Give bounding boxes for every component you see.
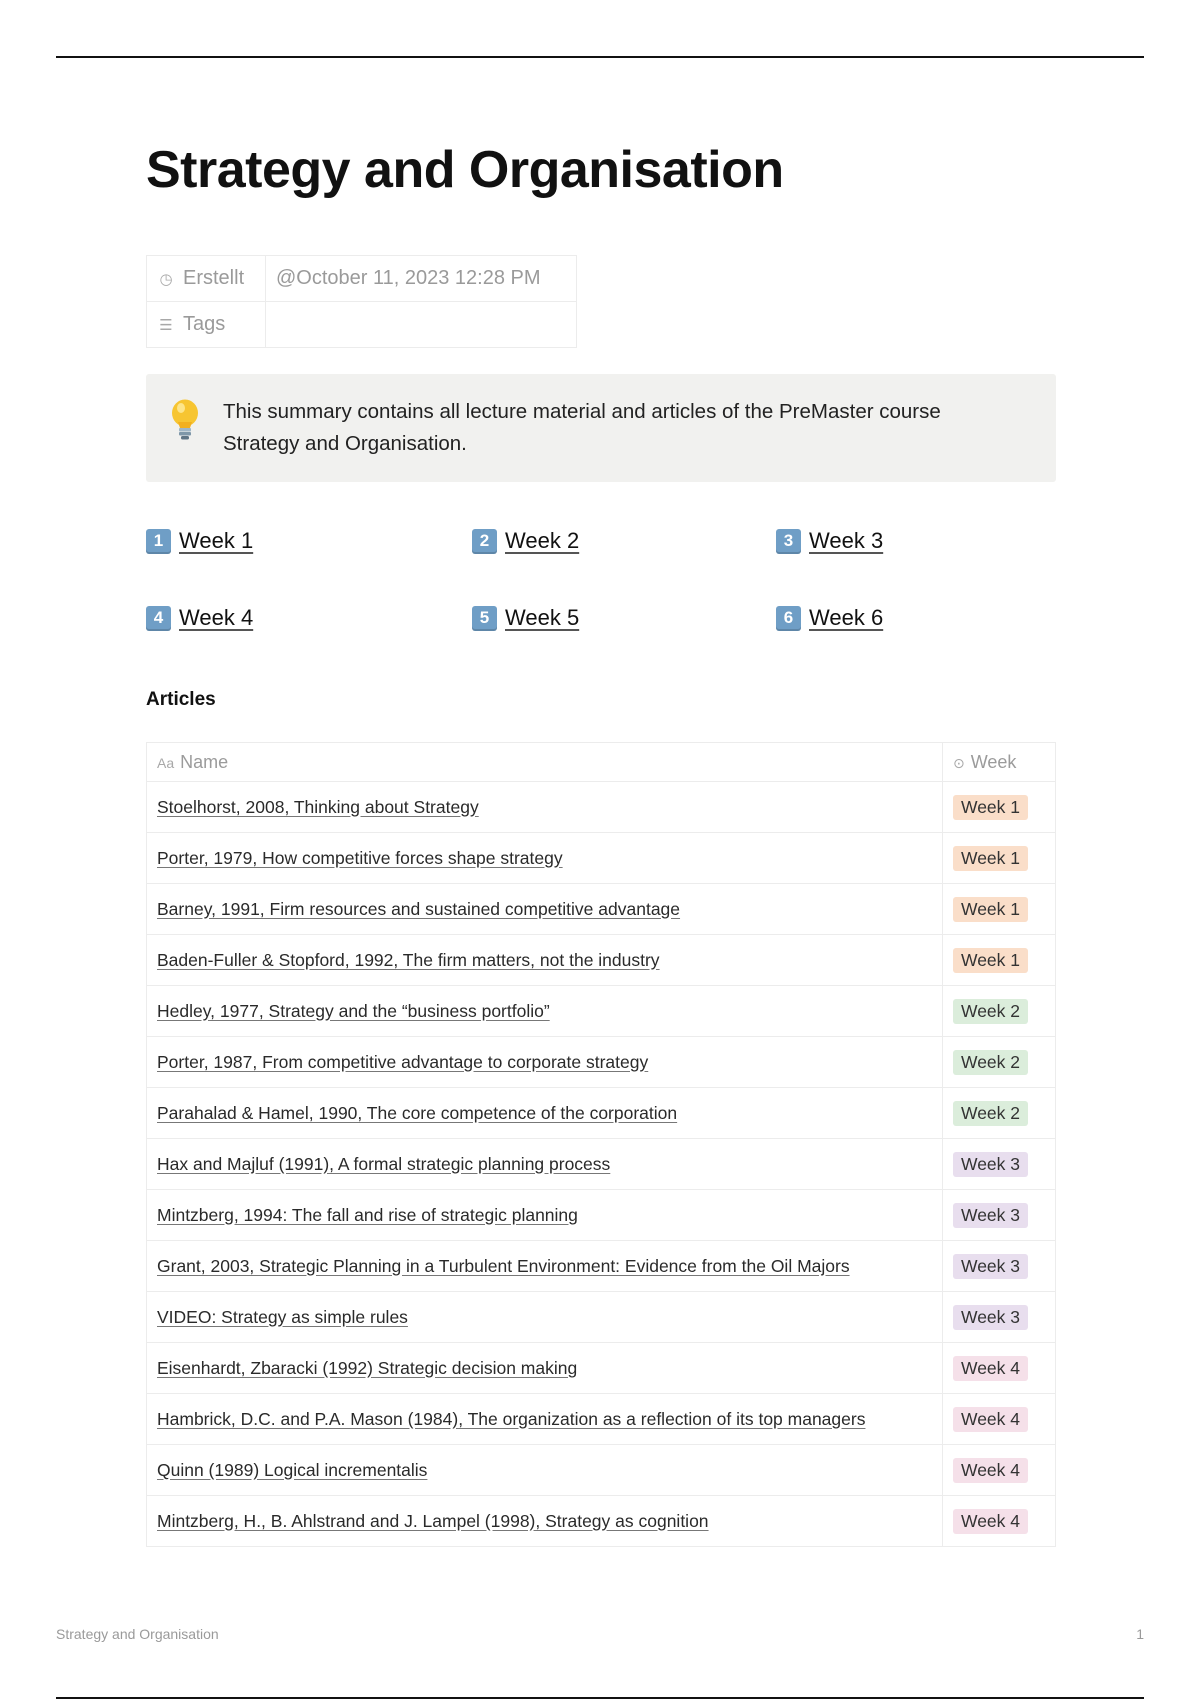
keycap-6-icon: 6 bbox=[776, 606, 801, 631]
article-name-cell bbox=[147, 1445, 943, 1496]
keycap-4-icon: 4 bbox=[146, 606, 171, 631]
article-week-cell bbox=[943, 1190, 1056, 1241]
keycap-5-icon: 5 bbox=[472, 606, 497, 631]
article-name-cell bbox=[147, 1088, 943, 1139]
table-row[interactable] bbox=[147, 1445, 1056, 1496]
article-week-cell bbox=[943, 1343, 1056, 1394]
article-name-cell bbox=[147, 1394, 943, 1445]
article-link[interactable]: Hax and Majluf (1991), A formal strategic planning process bbox=[157, 1153, 611, 1174]
property-key-tags[interactable] bbox=[147, 302, 266, 348]
callout-text: This summary contains all lecture material and articles of the PreMaster course Strategy and Organisation. bbox=[223, 400, 941, 455]
week-tag[interactable]: Week 1 bbox=[953, 897, 1028, 922]
article-name-cell bbox=[147, 1343, 943, 1394]
property-label: Tags bbox=[183, 313, 226, 335]
article-name-cell bbox=[147, 782, 943, 833]
article-week-cell bbox=[943, 1241, 1056, 1292]
table-body bbox=[147, 782, 1056, 1547]
article-link[interactable]: Mintzberg, 1994: The fall and rise of strategic planning bbox=[157, 1204, 578, 1225]
article-week-cell bbox=[943, 1139, 1056, 1190]
table-row[interactable] bbox=[147, 884, 1056, 935]
table-row[interactable] bbox=[147, 1088, 1056, 1139]
week-tag[interactable]: Week 2 bbox=[953, 1050, 1028, 1075]
article-name-cell bbox=[147, 1292, 943, 1343]
article-week-cell bbox=[943, 833, 1056, 884]
article-week-cell bbox=[943, 1037, 1056, 1088]
properties-table bbox=[146, 255, 577, 348]
week-links bbox=[146, 528, 1056, 638]
article-link[interactable]: Hambrick, D.C. and P.A. Mason (1984), The organization as a reflection of its top managers bbox=[157, 1408, 866, 1429]
week-link-label: Week 4 bbox=[179, 605, 254, 630]
lightbulb-icon bbox=[168, 398, 202, 442]
property-key-created[interactable] bbox=[147, 256, 266, 302]
week-tag[interactable]: Week 2 bbox=[953, 1101, 1028, 1126]
table-row[interactable] bbox=[147, 1292, 1056, 1343]
article-week-cell bbox=[943, 1445, 1056, 1496]
article-link[interactable]: Porter, 1979, How competitive forces shape strategy bbox=[157, 847, 563, 868]
footer-title: Strategy and Organisation bbox=[56, 1626, 219, 1642]
clock-icon: ◷ bbox=[159, 271, 173, 288]
week-tag[interactable]: Week 1 bbox=[953, 795, 1028, 820]
week-link-3[interactable] bbox=[776, 528, 883, 554]
week-link-2[interactable] bbox=[472, 528, 579, 554]
property-row-tags bbox=[147, 302, 577, 348]
page-title: Strategy and Organisation bbox=[146, 141, 784, 199]
article-week-cell bbox=[943, 884, 1056, 935]
articles-heading: Articles bbox=[146, 689, 216, 710]
table-row[interactable] bbox=[147, 1343, 1056, 1394]
articles-table bbox=[146, 742, 1056, 1547]
week-tag[interactable]: Week 1 bbox=[953, 948, 1028, 973]
week-link-label: Week 5 bbox=[505, 605, 580, 630]
article-link[interactable]: Parahalad & Hamel, 1990, The core competence of the corporation bbox=[157, 1102, 678, 1123]
table-row[interactable] bbox=[147, 1037, 1056, 1088]
article-name-cell bbox=[147, 1037, 943, 1088]
week-tag[interactable]: Week 2 bbox=[953, 999, 1028, 1024]
week-link-label: Week 2 bbox=[505, 528, 580, 553]
article-link[interactable]: Barney, 1991, Firm resources and sustained competitive advantage bbox=[157, 898, 681, 919]
article-week-cell bbox=[943, 1088, 1056, 1139]
week-link-5[interactable] bbox=[472, 605, 579, 631]
select-property-icon: ⊙ bbox=[953, 754, 965, 771]
article-week-cell bbox=[943, 935, 1056, 986]
week-link-label: Week 6 bbox=[809, 605, 884, 630]
article-name-cell bbox=[147, 935, 943, 986]
article-name-cell bbox=[147, 986, 943, 1037]
column-label: Week bbox=[970, 751, 1017, 772]
article-week-cell bbox=[943, 1394, 1056, 1445]
text-property-icon: Aa bbox=[157, 754, 175, 771]
property-value-created[interactable]: @October 11, 2023 12:28 PM bbox=[266, 256, 577, 302]
table-row[interactable] bbox=[147, 1139, 1056, 1190]
article-link[interactable]: Baden-Fuller & Stopford, 1992, The firm matters, not the industry bbox=[157, 949, 660, 970]
week-tag[interactable]: Week 4 bbox=[953, 1509, 1028, 1534]
week-tag[interactable]: Week 1 bbox=[953, 846, 1028, 871]
week-link-label: Week 1 bbox=[179, 528, 254, 553]
table-row[interactable] bbox=[147, 986, 1056, 1037]
article-link[interactable]: Mintzberg, H., B. Ahlstrand and J. Lampel (1998), Strategy as cognition bbox=[157, 1510, 709, 1531]
property-label: Erstellt bbox=[183, 267, 245, 289]
week-tag[interactable]: Week 3 bbox=[953, 1254, 1028, 1279]
week-link-4[interactable] bbox=[146, 605, 253, 631]
article-link[interactable]: Grant, 2003, Strategic Planning in a Turbulent Environment: Evidence from the Oil Majors bbox=[157, 1255, 850, 1276]
table-row[interactable] bbox=[147, 1241, 1056, 1292]
week-tag[interactable]: Week 4 bbox=[953, 1356, 1028, 1381]
list-icon: ☰ bbox=[159, 317, 173, 334]
keycap-3-icon: 3 bbox=[776, 529, 801, 554]
article-name-cell bbox=[147, 884, 943, 935]
article-link[interactable]: Hedley, 1977, Strategy and the “business portfolio” bbox=[157, 1000, 550, 1021]
article-link[interactable]: Quinn (1989) Logical incrementalis bbox=[157, 1459, 428, 1480]
keycap-2-icon: 2 bbox=[472, 529, 497, 554]
article-week-cell bbox=[943, 782, 1056, 833]
article-week-cell bbox=[943, 1292, 1056, 1343]
property-value-tags[interactable] bbox=[266, 302, 577, 348]
top-rule bbox=[56, 56, 1144, 58]
article-link[interactable]: Porter, 1987, From competitive advantage to corporate strategy bbox=[157, 1051, 649, 1072]
table-row[interactable] bbox=[147, 782, 1056, 833]
table-header-row bbox=[147, 743, 1056, 782]
week-tag[interactable]: Week 3 bbox=[953, 1152, 1028, 1177]
article-name-cell bbox=[147, 1139, 943, 1190]
article-name-cell bbox=[147, 1496, 943, 1547]
table-row[interactable] bbox=[147, 833, 1056, 884]
column-header-week[interactable] bbox=[943, 743, 1056, 782]
article-name-cell bbox=[147, 833, 943, 884]
callout-box bbox=[146, 374, 1056, 482]
keycap-1-icon: 1 bbox=[146, 529, 171, 554]
article-week-cell bbox=[943, 1496, 1056, 1547]
table-row[interactable] bbox=[147, 1190, 1056, 1241]
article-name-cell bbox=[147, 1190, 943, 1241]
article-link[interactable]: VIDEO: Strategy as simple rules bbox=[157, 1306, 408, 1327]
page-number: 1 bbox=[1136, 1626, 1144, 1642]
article-name-cell bbox=[147, 1241, 943, 1292]
property-row-created bbox=[147, 256, 577, 302]
table-row[interactable] bbox=[147, 1394, 1056, 1445]
week-tag[interactable]: Week 4 bbox=[953, 1407, 1028, 1432]
article-week-cell bbox=[943, 986, 1056, 1037]
column-header-name[interactable] bbox=[147, 743, 943, 782]
week-tag[interactable]: Week 3 bbox=[953, 1203, 1028, 1228]
article-link[interactable]: Stoelhorst, 2008, Thinking about Strategy bbox=[157, 796, 479, 817]
week-link-label: Week 3 bbox=[809, 528, 884, 553]
table-row[interactable] bbox=[147, 935, 1056, 986]
week-link-1[interactable] bbox=[146, 528, 253, 554]
column-label: Name bbox=[180, 751, 229, 772]
week-tag[interactable]: Week 4 bbox=[953, 1458, 1028, 1483]
week-link-6[interactable] bbox=[776, 605, 883, 631]
bottom-rule bbox=[56, 1697, 1144, 1699]
table-row[interactable] bbox=[147, 1496, 1056, 1547]
week-tag[interactable]: Week 3 bbox=[953, 1305, 1028, 1330]
article-link[interactable]: Eisenhardt, Zbaracki (1992) Strategic decision making bbox=[157, 1357, 578, 1378]
